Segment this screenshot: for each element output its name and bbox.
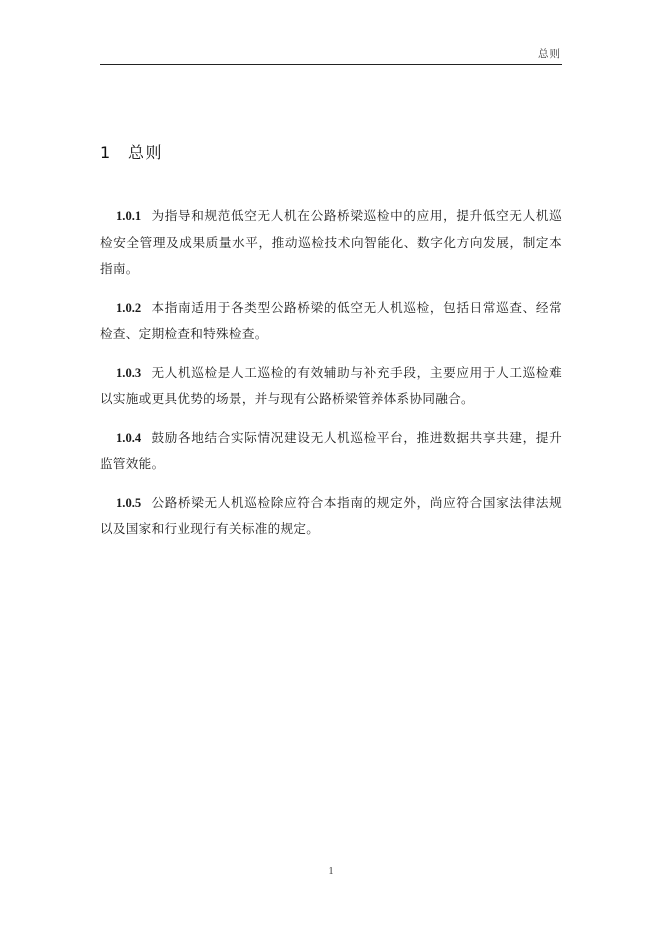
clause-1-0-2 bbox=[100, 295, 562, 348]
clause-text: 本指南适用于各类型公路桥梁的低空无人机巡检，包括日常巡查、经常检查、定期检查和特殊检查。 bbox=[100, 299, 562, 341]
clause-1-0-3 bbox=[100, 360, 562, 413]
clause-number: 1.0.1 bbox=[116, 209, 142, 223]
clause-list bbox=[100, 203, 562, 555]
running-header: 总则 bbox=[538, 48, 561, 60]
clause-text: 无人机巡检是人工巡检的有效辅助与补充手段，主要应用于人工巡检难以实施或更具优势的场景，并与现有公路桥梁管养体系协同融合。 bbox=[100, 364, 562, 406]
clause-text: 鼓励各地结合实际情况建设无人机巡检平台，推进数据共享共建，提升监管效能。 bbox=[100, 429, 562, 471]
clause-1-0-1 bbox=[100, 203, 562, 283]
clause-number: 1.0.5 bbox=[116, 495, 142, 510]
chapter-number: 1 bbox=[100, 143, 111, 162]
page-number: 1 bbox=[328, 866, 334, 877]
clause-text: 为指导和规范低空无人机在公路桥梁巡检中的应用，提升低空无人机巡检安全管理及成果质量水平，推动巡检技术向智能化、数字化方向发展，制定本指南。 bbox=[100, 208, 562, 276]
clause-number: 1.0.3 bbox=[116, 365, 142, 380]
chapter-heading bbox=[100, 140, 163, 163]
clause-number: 1.0.4 bbox=[116, 430, 142, 445]
clause-number: 1.0.2 bbox=[116, 300, 142, 315]
chapter-title: 总则 bbox=[128, 143, 164, 162]
clause-1-0-5 bbox=[100, 490, 562, 543]
clause-text: 公路桥梁无人机巡检除应符合本指南的规定外，尚应符合国家法律法规以及国家和行业现行有关标准的规定。 bbox=[100, 494, 562, 536]
header-divider bbox=[100, 64, 562, 65]
clause-1-0-4 bbox=[100, 425, 562, 478]
